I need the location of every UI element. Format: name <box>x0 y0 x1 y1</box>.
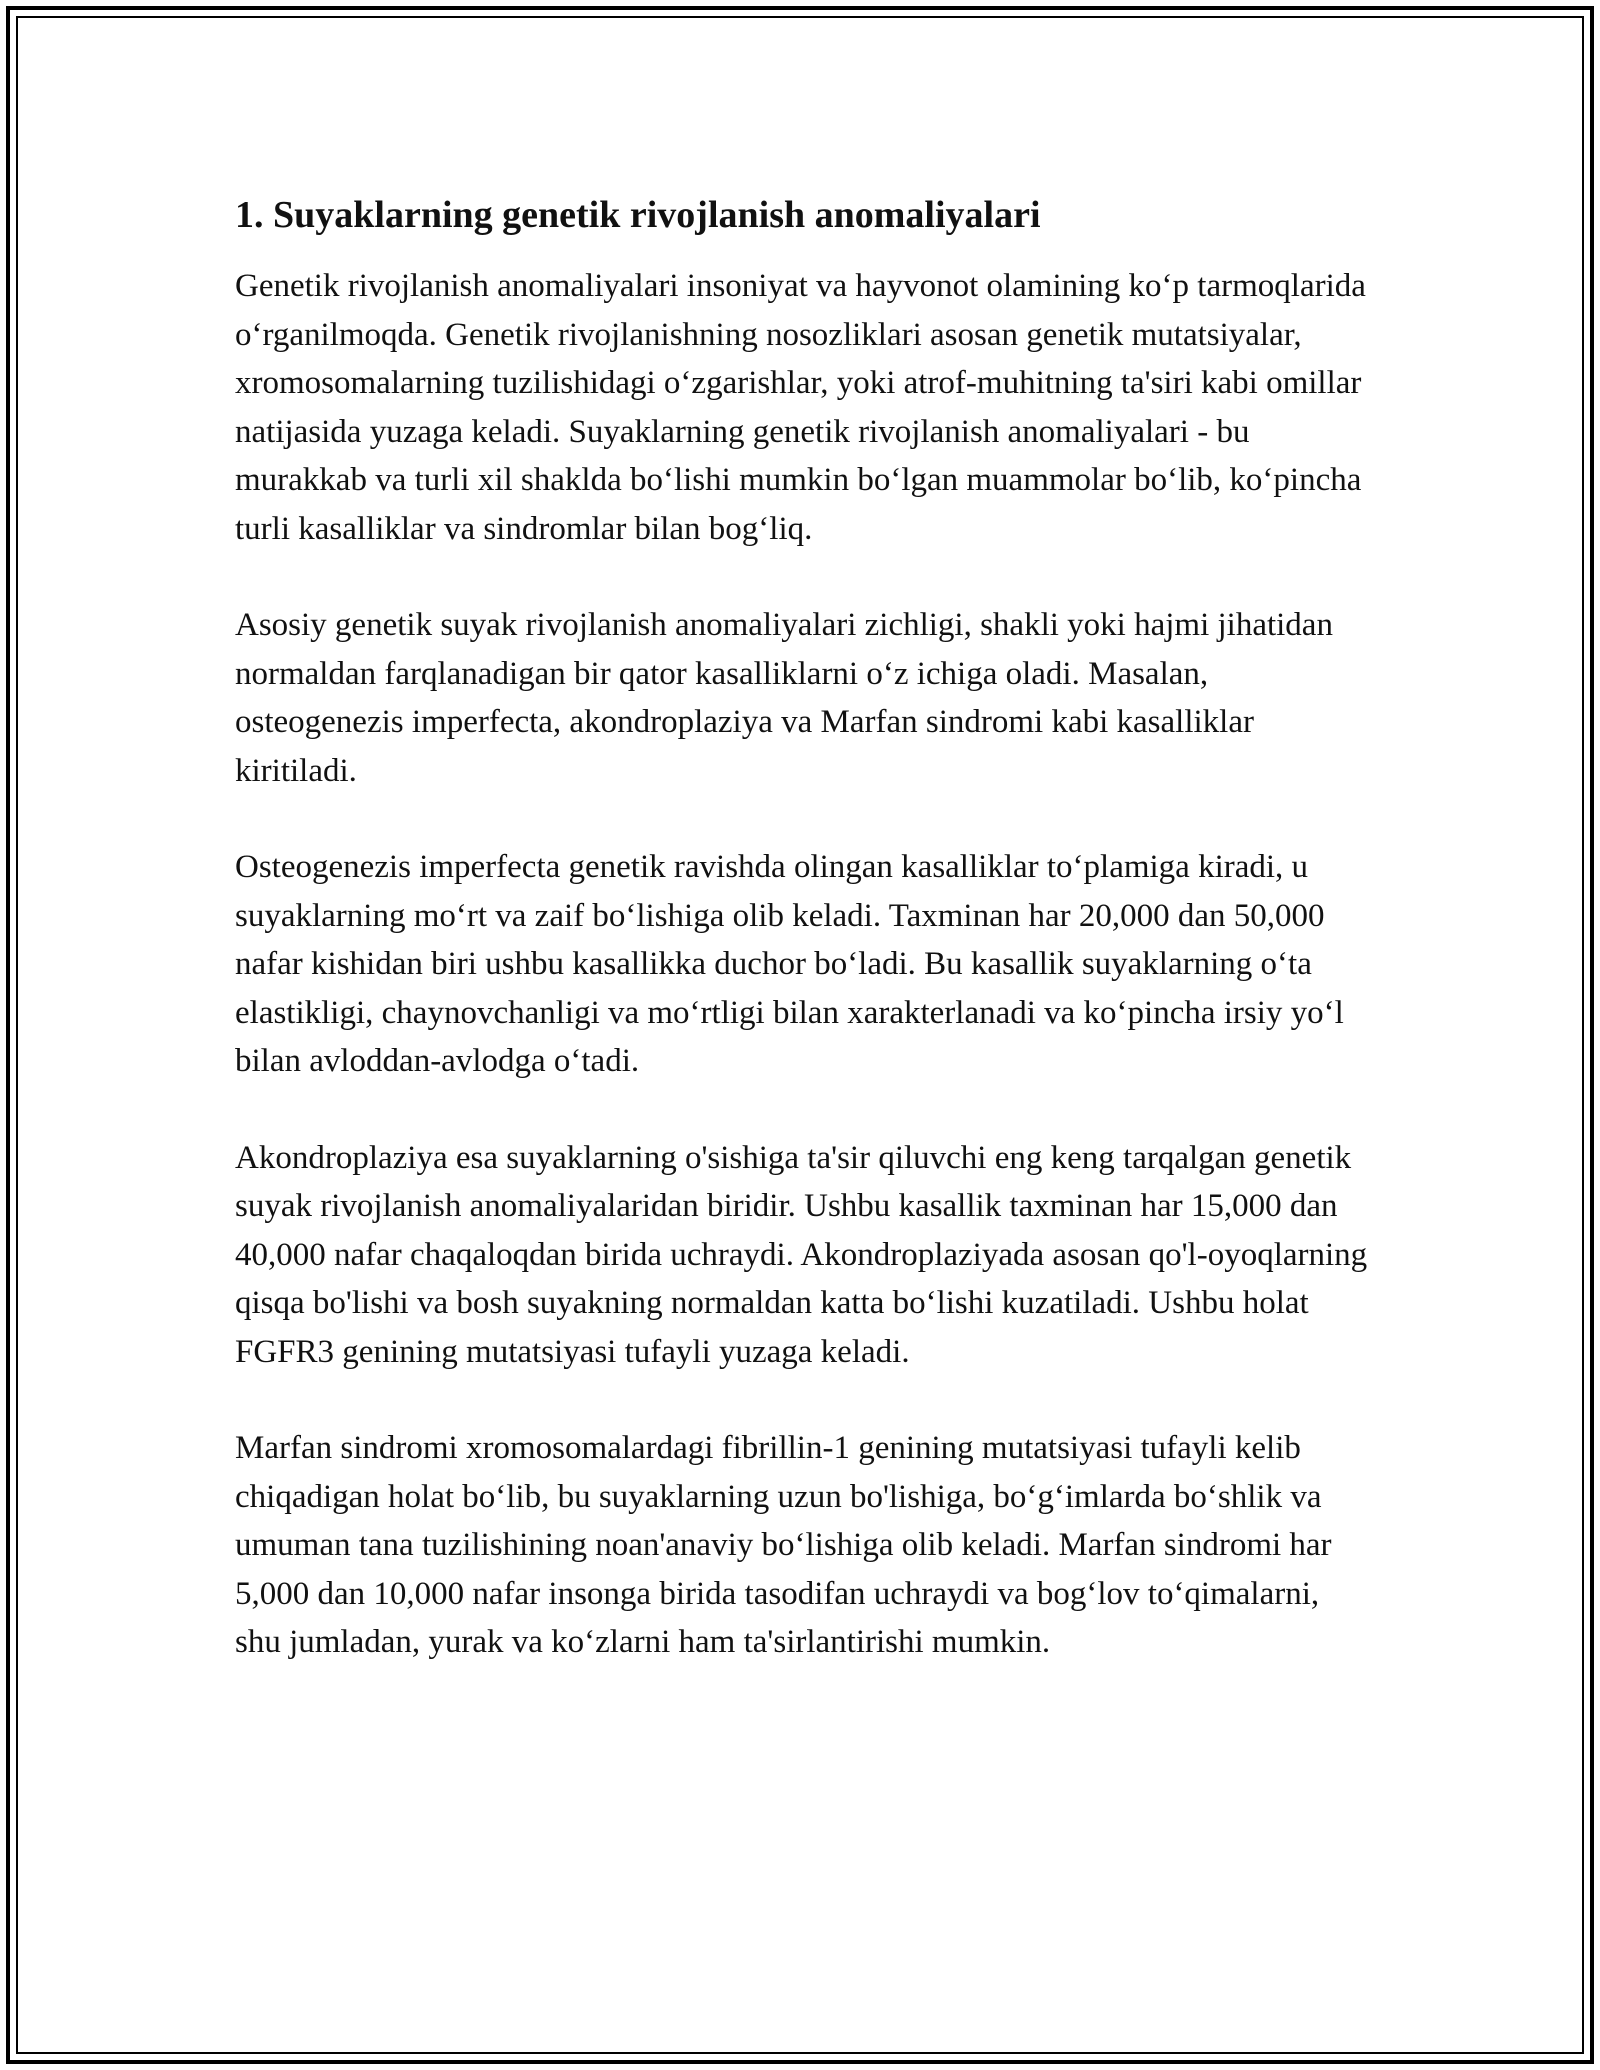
paragraph-marfan-syndrome: Marfan sindromi xromosomalardagi fibrillin-1 genining mutatsiyasi tufayli kelib chiqadigan holat bo‘lib, bu suyaklarning uzun bo'lishiga, bo‘g‘imlarda bo‘shlik va umuman tana tuzilishining noan'anaviy bo‘lishiga olib keladi. Marfan sindromi har 5,000 dan 10,000 nafar insonga birida tasodifan uchraydi va bog‘lov to‘qimalarni, shu jumladan, yurak va ko‘zlarni ham ta'sirlantirishi mumkin. <box>235 1430 1332 1660</box>
paragraph-achondroplasia: Akondroplaziya esa suyaklarning o'sishiga ta'sir qiluvchi eng keng tarqalgan genetik suyak rivojlanish anomaliyalaridan biridir. Ushbu kasallik taxminan har 15,000 dan 40,000 nafar chaqaloqdan birida uchraydi. Akondroplaziyada asosan qo'l-oyoqlarning qisqa bo'lishi va bosh suyakning normaldan katta bo‘lishi kuzatiladi. Ushbu holat FGFR3 genining mutatsiyasi tufayli yuzaga keladi. <box>235 1139 1368 1370</box>
paragraph-osteogenesis-imperfecta: Osteogenezis imperfecta genetik ravishda olingan kasalliklar to‘plamiga kiradi, u suyaklarning mo‘rt va zaif bo‘lishiga olib keladi. Taxminan har 20,000 dan 50,000 nafar kishidan biri ushbu kasallikka duchor bo‘ladi. Bu kasallik suyaklarning o‘ta elastikligi, chaynovchanligi va mo‘rtligi bilan xarakterlanadi va ko‘pincha irsiy yo‘l bilan avloddan-avlodga o‘tadi. <box>235 849 1344 1079</box>
paragraph-main-anomalies: Asosiy genetik suyak rivojlanish anomaliyalari zichligi, shakli yoki hajmi jihatidan normaldan farqlanadigan bir qator kasalliklarni o‘z ichiga oladi. Masalan, osteogenezis imperfecta, akondroplaziya va Marfan sindromi kabi kasalliklar kiritiladi. <box>235 607 1333 789</box>
paragraph-intro: Genetik rivojlanish anomaliyalari insoniyat va hayvonot olamining ko‘p tarmoqlarida o‘rganilmoqda. Genetik rivojlanishning nosozliklari asosan genetik mutatsiyalar, xromosomalarning tuzilishidagi o‘zgarishlar, yoki atrof-muhitning ta'siri kabi omillar natijasida yuzaga keladi. Suyaklarning genetik rivojlanish anomaliyalari - bu murakkab va turli xil shaklda bo‘lishi mumkin bo‘lgan muammolar bo‘lib, ko‘pincha turli kasalliklar va sindromlar bilan bog‘liq. <box>235 268 1366 547</box>
section-heading: 1. Suyaklarning genetik rivojlanish anomaliyalari <box>235 194 1041 236</box>
document-body <box>235 190 1370 1715</box>
